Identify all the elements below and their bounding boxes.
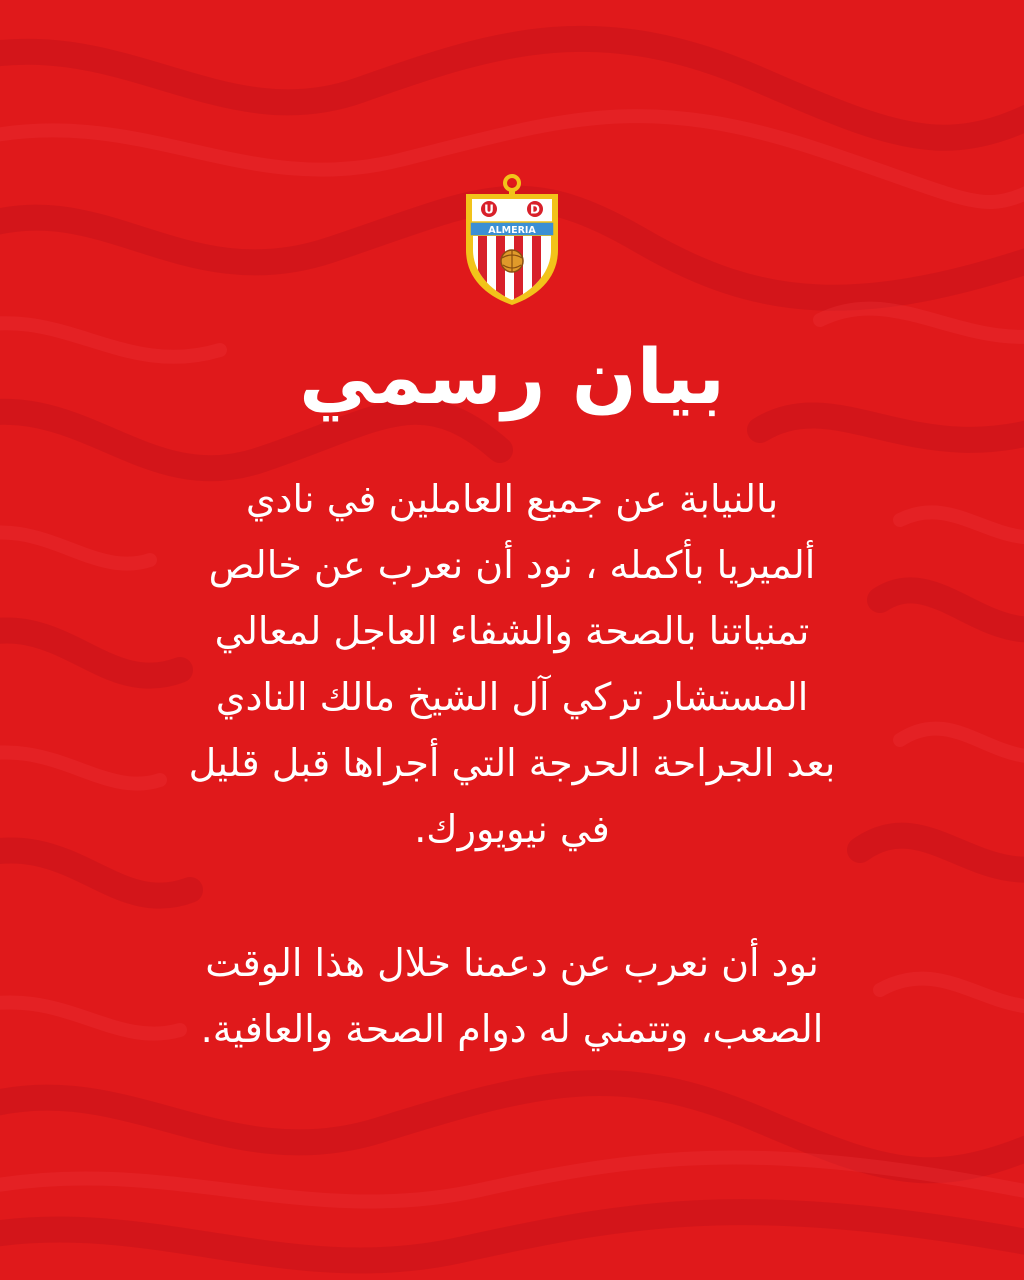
paragraph-1-line: تمنياتنا بالصحة والشفاء العاجل لمعالي [214,609,810,653]
paragraph-1-line: بعد الجراحة الحرجة التي أجراها قبل قليل [188,741,836,785]
crest-banner-text: ALMERIA [488,225,536,236]
ud-almeria-crest-icon [462,172,562,305]
paragraph-1-line: المستشار تركي آل الشيخ مالك النادي [215,675,809,719]
statement-paragraph-1 [140,466,884,862]
page-title: بيان رسمي [299,332,725,421]
paragraph-1-line: بالنيابة عن جميع العاملين في نادي [245,477,779,521]
crest-letter-d: D [530,202,540,217]
paragraph-1-line: في نيويورك. [414,807,610,851]
paragraph-2-line: الصعب، وتتمني له دوام الصحة والعافية. [200,1007,824,1051]
crest-letter-u: U [484,202,494,217]
paragraph-1-line: ألميريا بأكمله ، نود أن نعرب عن خالص [208,543,816,587]
statement-paragraph-2 [140,930,884,1062]
paragraph-2-line: نود أن نعرب عن دعمنا خلال هذا الوقت [205,941,819,985]
